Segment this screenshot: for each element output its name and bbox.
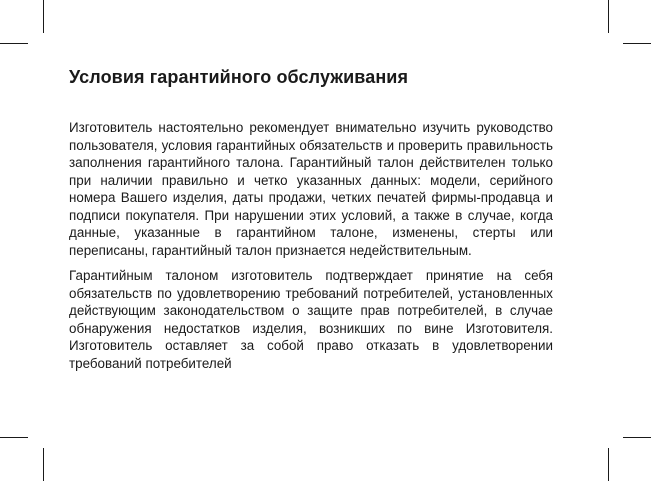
crop-mark-bottom-left-vertical [43, 448, 44, 481]
crop-mark-bottom-left-horizontal [0, 437, 28, 438]
paragraph-warranty-obligations: Гарантийным талоном изготовитель подтверждает принятие на себя обязательств по удовлетворению требований потребителей, установленных действующим законодательством о защите прав потребителей, в случае обнаружения недостатков изделия, возникших по вине Изготовителя. Изготовитель оставляет за собой право отказать в удовлетворении требований потребителей [69, 268, 553, 371]
page-title: Условия гарантийного обслуживания [69, 67, 409, 87]
paragraph-warranty-conditions: Изготовитель настоятельно рекомендует внимательно изучить руководство пользователя, условия гарантийных обязательств и проверить правильность заполнения гарантийного талона. Гарантийный талон действителен только при наличии правильно и четко указанных данных: модели, серийного номера Вашего изделия, даты продажи, четких печатей фирмы-продавца и подписи покупателя. При нарушении этих условий, а также в случае, когда данные, указанные в гарантийном талоне, изменены, стерты или переписаны, гарантийный талон признается недействительным. [69, 120, 553, 258]
crop-mark-top-right-horizontal [623, 43, 651, 44]
crop-mark-top-left-horizontal [0, 43, 28, 44]
crop-mark-top-left-vertical [43, 0, 44, 33]
page-content [69, 64, 553, 372]
crop-mark-top-right-vertical [608, 0, 609, 33]
crop-mark-bottom-right-vertical [608, 448, 609, 481]
crop-mark-bottom-right-horizontal [623, 437, 651, 438]
